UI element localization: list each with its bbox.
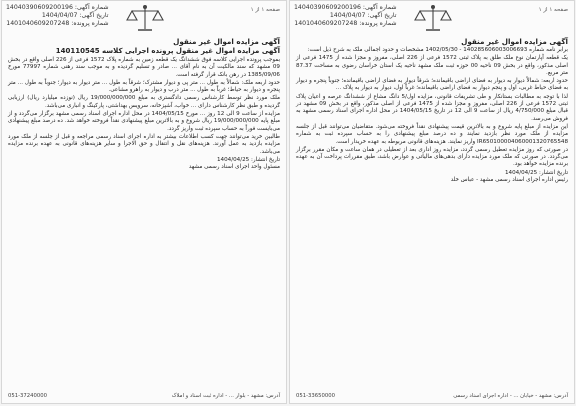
notice-meta (294, 4, 397, 28)
notice-paragraph: بموجب پرونده اجرایی کلاسه فوق ششدانگ یک قطعه زمین به شماره پلاک 1572 فرعی از 226 اصلی واقع در بخش 09 مشهد که سند مالکیت آن به نام آقای ... صادر و تسلیم گردیده و به موجب سند رهنی شماره 77997 مورخ 1385/09/06 در رهن بانک قرار گرفته است. (8, 57, 280, 78)
notice-title: آگهی مزایده اموال غیر منقول (173, 37, 280, 46)
footer-address: آدرس: مشهد - بلوار ... - اداره ثبت اسناد و املاک (171, 393, 280, 399)
page-header (2, 1, 286, 35)
notice-paragraph: ملک مورد نظر توسط کارشناس رسمی دادگستری به مبلغ 19/000/000/000 ریال (نوزده میلیارد ریال) ارزیابی گردیده و طبق نظر کارشناس دارای ... خواب، آشپزخانه، سرویس بهداشتی، پارکینگ و انباری می‌باشد. (8, 95, 280, 109)
notice-paragraph: در صورتی که روز مزایده تعطیل رسمی گردد، مزایده روز اداری بعد از تعطیلی در همان ساعت و مکان مقرر برگزار می‌گردد. در صورتی که ملک مورد مزایده دارای بدهی‌های مالیاتی و عوارض باشد، طبق مقررات پرداخت آن به عهده برنده مزایده خواهد بود. (296, 146, 568, 168)
notice-paragraph: یک قطعه آپارتمان نوع ملک طلق به پلاک ثبتی 1572 فرعی از 226 اصلی، مفروز و مجزا شده از 1475 فرعی از اصلی مذکور، واقع در بخش 09 ناحیه 00 حوزه ثبت ملک مشهد ناحیه یک استان خراسان رضوی به مساحت 87.37 متر مربع. (296, 55, 568, 76)
judiciary-emblem-icon (408, 3, 458, 33)
notice-paragraph: مزایده از ساعت 9 الی 12 روز ... مورخ 1404/05/15 در محل اداره اجرای اسناد رسمی مشهد برگزار می‌گردد و از مبلغ پایه 19/000/000/000 ریال شروع و به بالاترین مبلغ پیشنهادی نقداً فروخته خواهد شد. ده درصد مبلغ پیشنهادی می‌بایست فوراً به حساب سپرده ثبت واریز گردد. (8, 111, 280, 132)
case-number: شماره پرونده: 1401040609207248 (6, 20, 109, 27)
footer-address: آدرس: مشهد - خیابان ... - اداره اجرای اسناد رسمی (453, 393, 568, 399)
notice-page-left (1, 0, 287, 404)
notice-paragraph: لذا با توجه به مطالبات بستانکار و طی تشریفات قانونی، مزایده اول/5 دانگ مشاع از ششدانگ عرصه و اعیان پلاک ثبتی 1572 فرعی از 226 اصلی، مفروز و مجزا شده از 1475 فرعی از اصلی مذکور، واقع در بخش 09 مشهد در قبال مبلغ 4/750/000 ریال از ساعت 9 الی 12 در تاریخ 1404/05/15 در محل اداره اجرای اسناد رسمی مشهد به فروش می‌رسد. (296, 93, 568, 122)
notice-paragraph: حدود اربعه: شمالاً دیوار به دیوار به فضای اراضی باقیمانده؛ شرقاً دیوار به فضای اراضی باقیمانده؛ جنوباً پنجره و دیوار به فضای حیاط غربی، اول و پنجم دیوار به فضای اراضی باقیمانده؛ غرباً اول، دیوار به دیوار به پلاک ... (296, 78, 568, 92)
notice-body (296, 47, 568, 169)
footer-phone: 051-37240000 (8, 393, 47, 399)
notice-paragraph: حدود اربعه ملک: شمالاً به طول ... متر پی و دیوار مشترک؛ شرقاً به طول ... متر دیوار به دیوار؛ جنوباً به طول ... متر پنجره و دیوار به حیاط؛ غرباً به طول ... متر درب و دیوار به راهرو مشاعی. (8, 79, 280, 94)
judiciary-emblem-icon (120, 3, 170, 33)
publish-date: تاریخ انتشار: 1404/04/25 (504, 169, 568, 176)
notice-number: شماره آگهی: 14040390609200196 (294, 4, 397, 11)
signatory-name: رئیس اداره اجرای اسناد رسمی مشهد - عباس خلد (450, 177, 568, 184)
page-number: صفحه ۱ از ۱ (538, 7, 568, 13)
notice-page-right (289, 0, 575, 404)
notice-meta (6, 4, 109, 28)
notice-paragraph: طالبین خرید می‌توانند جهت کسب اطلاعات بیشتر به اداره اجرای اسناد رسمی مراجعه و قبل از جلسه از ملک مورد مزایده بازدید به عمل آورند. هزینه‌های نقل و انتقال و حق الاجرا و سایر هزینه‌های قانونی به عهده برنده مزایده می‌باشد. (8, 133, 280, 155)
page-number: صفحه ۱ از ۱ (250, 7, 280, 13)
signatory-name: مسئول واحد اجرای اسناد رسمی مشهد (188, 164, 280, 171)
footer-phone: 051-33650000 (296, 393, 335, 399)
notice-subtitle: آگهی مزایده اموال غیر منقول پرونده اجرایی کلاسه 140110545 (55, 47, 280, 55)
notice-paragraph: این مزایده از مبلغ پایه شروع و به بالاترین قیمت پیشنهادی نقداً فروخته می‌شود. متقاضیان می‌توانند قبل از جلسه مزایده از ملک مورد نظر بازدید نمایند و ده درصد مبلغ پیشنهادی را به حساب سپرده ثبت به شماره IR650100004060001320765548 واریز نمایند. هزینه‌های قانونی مربوطه به عهده خریدار است. (296, 123, 568, 145)
case-number: شماره پرونده: 1401040609207248 (294, 20, 397, 27)
notice-date: تاریخ آگهی: 1404/04/07 (41, 12, 109, 19)
notice-number: شماره آگهی: 14040390609200196 (6, 4, 109, 11)
notice-paragraph: برابر نامه شماره 140285606003006693 - 1402/05/30 مشخصات و حدود اجمالی ملک به شرح ذیل است: (307, 47, 568, 53)
signature-block (296, 170, 568, 185)
notice-title: آگهی مزایده اموال غیر منقول (461, 37, 568, 46)
notice-body (8, 57, 280, 156)
page-footer (290, 393, 574, 399)
notice-date: تاریخ آگهی: 1404/04/07 (329, 12, 397, 19)
page-header (290, 1, 574, 35)
publish-date: تاریخ انتشار: 1404/04/25 (216, 156, 280, 163)
page-footer (2, 393, 286, 399)
signature-block (8, 157, 280, 172)
